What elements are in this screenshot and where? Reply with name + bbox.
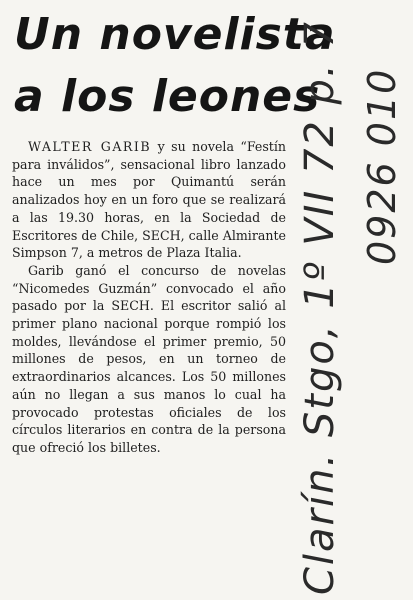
handwritten-catalog-number: 0926 010 [360,67,404,265]
author-name: WALTER GARIB [28,139,152,154]
article-paragraph-2: Garib ganó el concurso de novelas “Nicomedes Guzmán” convocado el año pasado por la SECH. El escritor salió al primer plano nacional porque rompió los moldes, llevándose el primer premio, 50 millones de pesos, en un torneo de extraordinarios alcances. Los 50 millones aún no llegan a sus manos lo cual ha provocado protestas oficiales de los círculos literarios en contra de la persona que ofreció los billetes. [12,262,286,455]
article-paragraph-1 [12,138,286,262]
headline-line-1: Un novelista [14,9,336,60]
handwritten-source-line: Clarín. Stgo, 1º VII 72 p. 7 [297,20,343,595]
headline [14,4,336,128]
article-paragraph-1-text: y su novela “Festín para inválidos”, sensacional libro lanzado hace un mes por Quimantú serán analizados hoy en un foro que se realizará a las 19.30 horas, en la Sociedad de Escritores de Chile, SECH, calle Almirante Simpson 7, a metros de Plaza Italia. [12,139,286,261]
headline-line-2: a los leones [14,71,321,122]
handwritten-annotation [292,20,410,595]
article-body [12,138,286,457]
